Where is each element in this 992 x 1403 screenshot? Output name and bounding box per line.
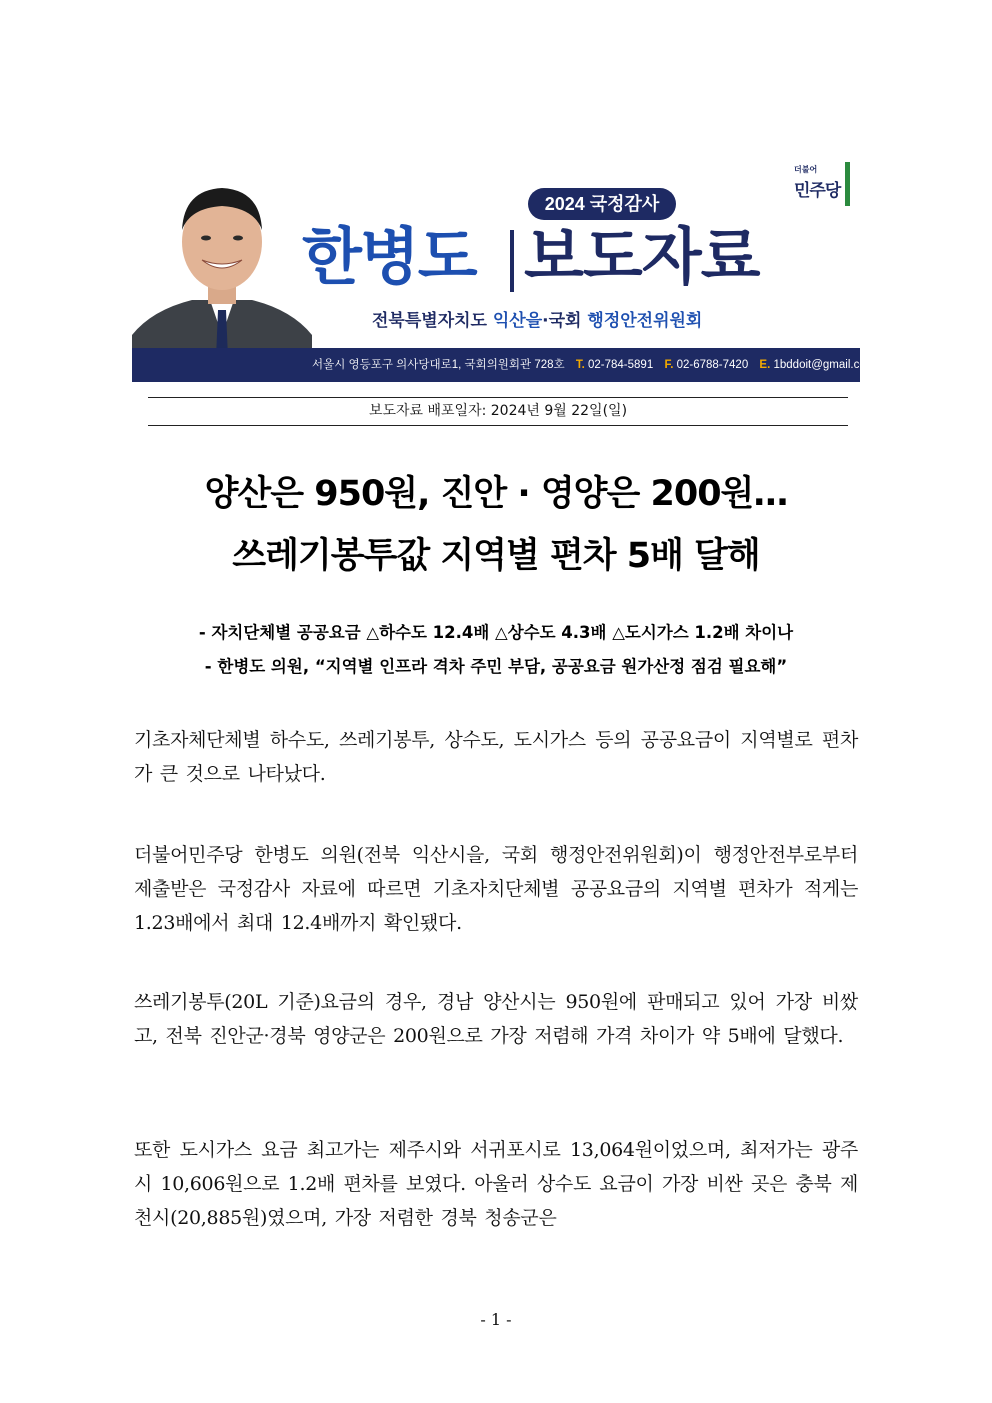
doc-type-title: 보도자료	[524, 220, 760, 293]
tel-number: 02-784-5891	[588, 359, 654, 371]
tel-label: T.	[575, 359, 585, 371]
subhead-2: - 한병도 의원, “지역별 인프라 격차 주민 부담, 공공요금 원가산정 점검 필요해”	[204, 657, 788, 676]
party-logo	[792, 162, 850, 206]
party-logo-name: 민주당	[794, 181, 841, 201]
affiliation-separator: ·국회	[542, 311, 588, 331]
party-logo-stripe	[845, 162, 850, 206]
audit-badge: 2024 국정감사	[528, 188, 676, 220]
contact-bar	[132, 348, 876, 382]
party-logo-small-text: 더불어	[794, 165, 818, 174]
body-paragraph-1: 기초자체단체별 하수도, 쓰레기봉투, 상수도, 도시가스 등의 공공요금이 지역별로 편차가 큰 것으로 나타났다.	[134, 729, 858, 785]
affiliation-district: 익산을	[492, 311, 543, 331]
fax-label: F.	[664, 359, 674, 371]
office-address: 서울시 영등포구 의사당대로1, 국회의원회관 728호	[312, 359, 565, 371]
body-paragraph-3: 쓰레기봉투(20L 기준)요금의 경우, 경남 양산시는 950원에 판매되고 있어 가장 비쌌고, 전북 진안군·경북 영양군은 200원으로 가장 저렴해 가격 차이가 약 5배에 달했다.	[134, 991, 858, 1047]
fax-number: 02-6788-7420	[676, 359, 749, 371]
email-address: 1bddoit@gmail.com	[773, 359, 876, 371]
affiliation-committee: 행정안전위원회	[587, 311, 703, 331]
affiliation-line	[372, 306, 702, 331]
headline-line-2: 쓰레기봉투값 지역별 편차 5배 달해	[232, 536, 760, 576]
subhead-1: - 자치단체별 공공요금 △하수도 12.4배 △상수도 4.3배 △도시가스 1.2배 차이나	[198, 623, 794, 642]
email-label: E.	[759, 359, 771, 371]
logo-divider	[510, 230, 514, 292]
lawmaker-name-logo: 한병도	[302, 220, 476, 293]
body-paragraph-2: 더불어민주당 한병도 의원(전북 익산시을, 국회 행정안전위원회)이 행정안전부로부터 제출받은 국정감사 자료에 따르면 기초자치단체별 공공요금의 지역별 편차가 적게는 1.23배에서 최대 12.4배까지 확인됐다.	[134, 844, 858, 934]
affiliation-region: 전북특별자치도	[372, 311, 493, 331]
headline-line-1: 양산은 950원, 진안 · 영양은 200원…	[204, 474, 788, 514]
release-date: 보도자료 배포일자: 2024년 9월 22일(일)	[148, 397, 848, 426]
body-paragraph-4: 또한 도시가스 요금 최고가는 제주시와 서귀포시로 13,064원이었으며, 최저가는 광주시 10,606원으로 1.2배 편차를 보였다. 아울러 상수도 요금이 가장 비싼 곳은 충북 제천시(20,885원)였으며, 가장 저렴한 경북 청송군은	[134, 1139, 858, 1229]
page-number: - 1 -	[480, 1310, 512, 1329]
press-release-banner	[132, 160, 876, 382]
